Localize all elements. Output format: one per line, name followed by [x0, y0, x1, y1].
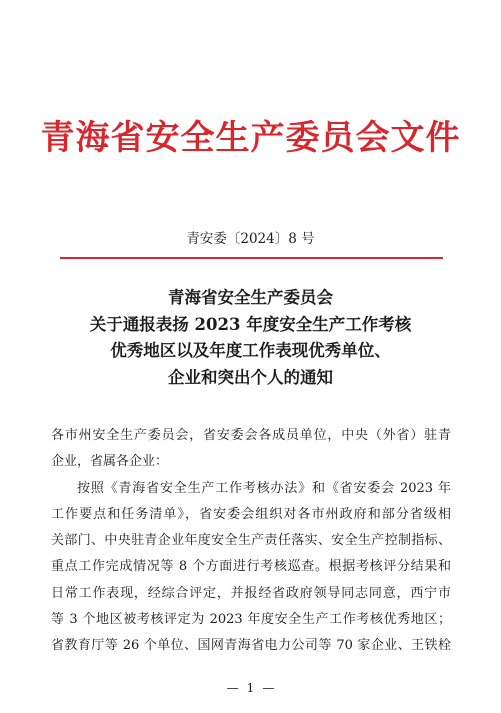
salutation-line: 企业，省属各企业： — [51, 454, 169, 470]
page-number-dash: — — [226, 681, 239, 695]
page-number: 1 — [246, 681, 255, 695]
document-body — [51, 423, 451, 660]
red-separator-line — [60, 257, 443, 259]
salutation-line: 各市州安全生产委员会，省安委会各成员单位，中央（外省）驻青 — [51, 428, 451, 443]
document-number: 青安委〔2024〕8 号 — [186, 231, 315, 247]
page-number-footer — [0, 680, 501, 696]
body-paragraph-line: 等 3 个地区被考核评定为 2023 年度安全生产工作考核优秀地区； — [51, 612, 451, 628]
notice-title-line: 企业和突出个人的通知 — [168, 367, 333, 387]
body-paragraph-line: 省教育厅等 26 个单位、国网青海省电力公司等 70 家企业、王铁栓 — [51, 638, 451, 654]
notice-title — [40, 285, 461, 391]
notice-title-line: 关于通报表扬 2023 年度安全生产工作考核 — [89, 314, 412, 334]
body-paragraph-line: 按照《青海省安全生产工作考核办法》和《省安委会 2023 年 — [77, 480, 451, 496]
body-paragraph-line: 关部门、中央驻青企业年度安全生产责任落实、安全生产控制指标、 — [51, 533, 451, 549]
body-paragraph-line: 工作要点和任务清单》，省安委会组织对各市州政府和部分省级相 — [51, 506, 451, 522]
document-header-title: 青海省安全生产委员会文件 — [40, 118, 461, 158]
page-number-dash: — — [262, 681, 275, 695]
body-paragraph-line: 重点工作完成情况等 8 个方面进行考核巡查。根据考核评分结果和 — [51, 559, 451, 575]
body-paragraph-line: 日常工作表现，经综合评定，并报经省政府领导同志同意，西宁市 — [51, 585, 451, 601]
notice-title-line: 优秀地区以及年度工作表现优秀单位、 — [110, 341, 391, 360]
notice-title-line: 青海省安全生产委员会 — [168, 288, 333, 307]
